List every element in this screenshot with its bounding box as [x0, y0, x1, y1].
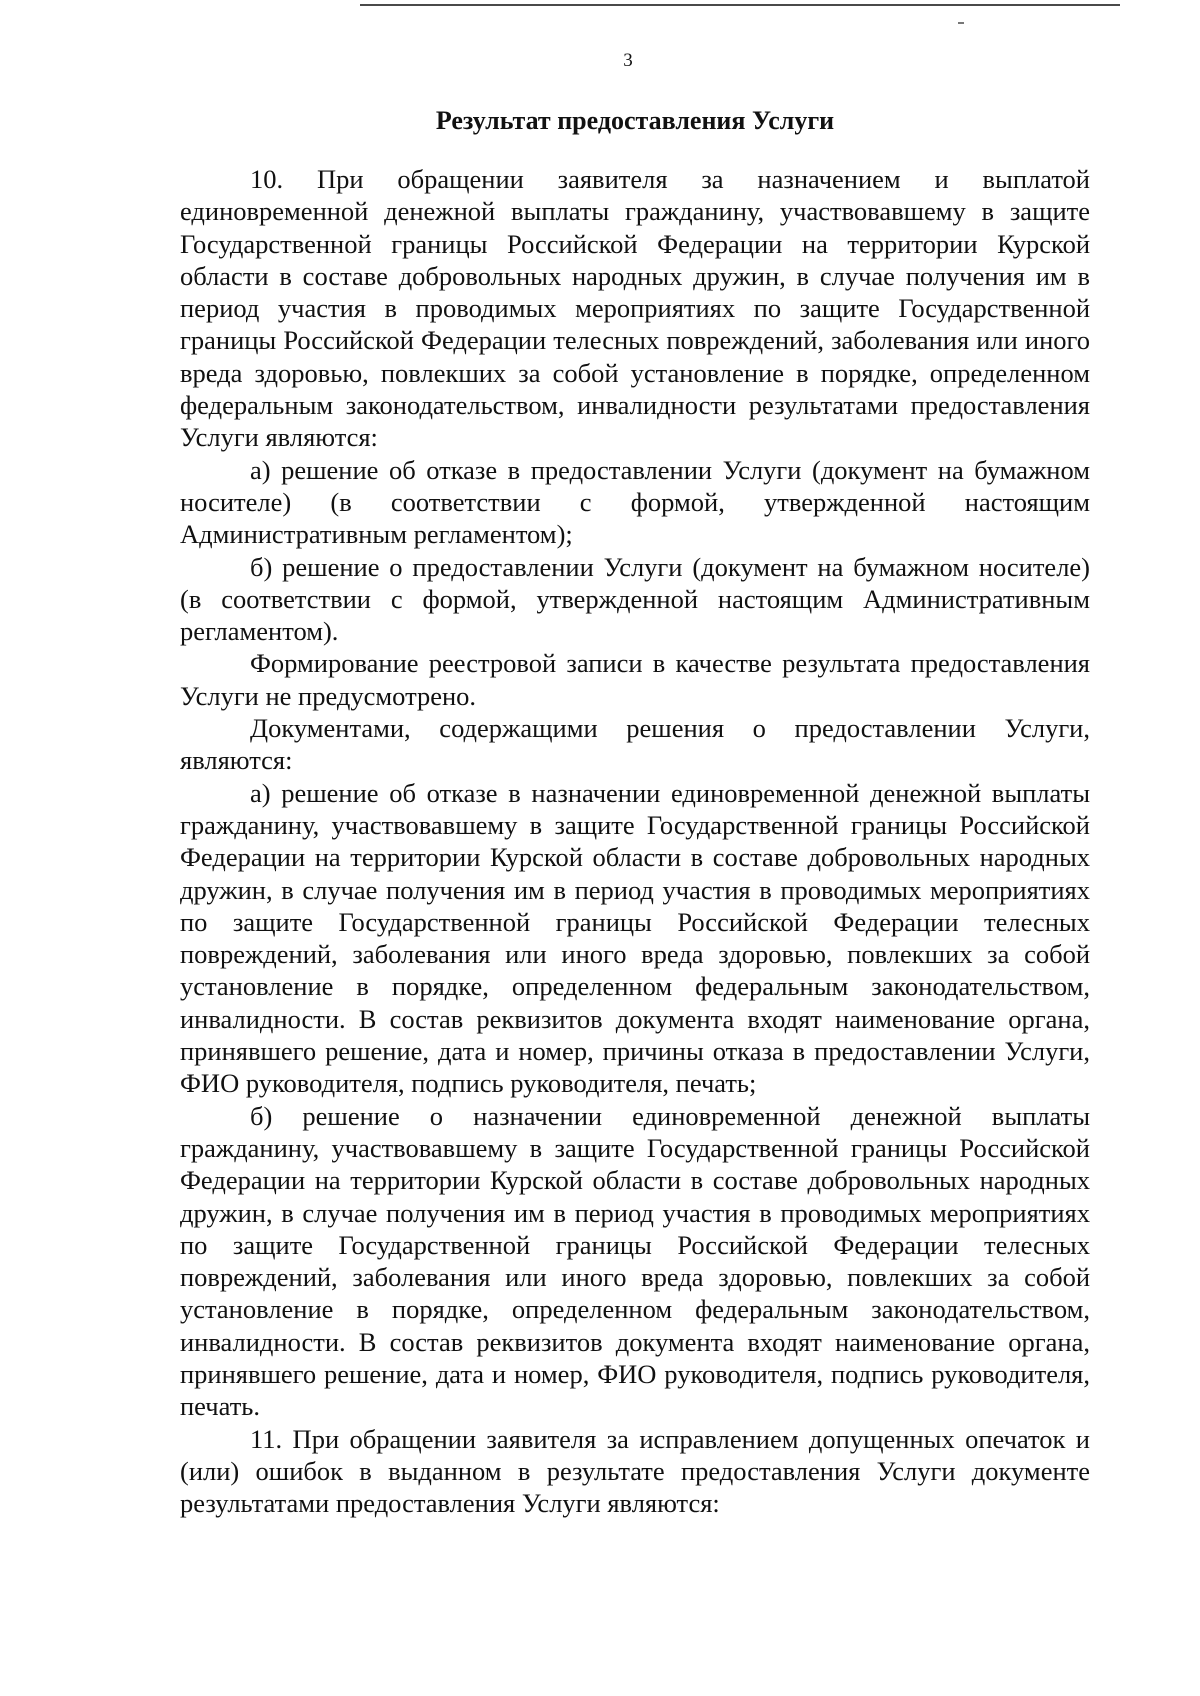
scan-speck: [958, 22, 964, 24]
paragraph-documents-intro: Документами, содержащими решения о предоставлении Услуги, являются:: [180, 713, 1090, 776]
paragraph-10-item-a: а) решение об отказе в предоставлении Услуги (документ на бумажном носителе) (в соответствии с формой, утвержденной настоящим Административным регламентом);: [180, 454, 1090, 550]
paragraph-10: 10. При обращении заявителя за назначением и выплатой единовременной денежной выплаты гражданину, участвовавшему в защите Государственной границы Российской Федерации на территории Курской области в составе добровольных народных дружин, в случае получения им в период участия в проводимых мероприятиях по защите Государственной границы Российской Федерации телесных повреждений, заболевания или иного вреда здоровью, повлекших за собой установление в порядке, определенном федеральным законодательством, инвалидности результатами предоставления Услуги являются:: [180, 164, 1090, 453]
paragraph-10-item-b: б) решение о предоставлении Услуги (документ на бумажном носителе) (в соответствии с формой, утвержденной настоящим Административным регламентом).: [180, 551, 1090, 647]
paragraph-documents-item-a: а) решение об отказе в назначении единовременной денежной выплаты гражданину, участвовавшему в защите Государственной границы Российской Федерации на территории Курской области в составе добровольных народных дружин, в случае получения им в период участия в проводимых мероприятиях по защите Государственной границы Российской Федерации телесных повреждений, заболевания или иного вреда здоровью, повлекших за собой установление в порядке, определенном федеральным законодательством, инвалидности. В состав реквизитов документа входят наименование органа, принявшего решение, дата и номер, причины отказа в предоставлении Услуги, ФИО руководителя, подпись руководителя, печать;: [180, 777, 1090, 1099]
paragraph-11: 11. При обращении заявителя за исправлением допущенных опечаток и (или) ошибок в выданном в результате предоставления Услуги документе результатами предоставления Услуги являются:: [180, 1423, 1090, 1519]
scan-edge-line: [360, 4, 1120, 6]
paragraph-registry-note: Формирование реестровой записи в качестве результата предоставления Услуги не предусмотрено.: [180, 648, 1090, 711]
page-number: 3: [623, 50, 633, 71]
section-title: Результат предоставления Услуги: [435, 106, 835, 135]
paragraph-documents-item-b: б) решение о назначении единовременной денежной выплаты гражданину, участвовавшему в защите Государственной границы Российской Федерации на территории Курской области в составе добровольных народных дружин, в случае получения им в период участия в проводимых мероприятиях по защите Государственной границы Российской Федерации телесных повреждений, заболевания или иного вреда здоровью, повлекших за собой установление в порядке, определенном федеральным законодательством, инвалидности. В состав реквизитов документа входят наименование органа, принявшего решение, дата и номер, ФИО руководителя, подпись руководителя, печать.: [180, 1100, 1090, 1422]
document-body: [180, 163, 1090, 1519]
